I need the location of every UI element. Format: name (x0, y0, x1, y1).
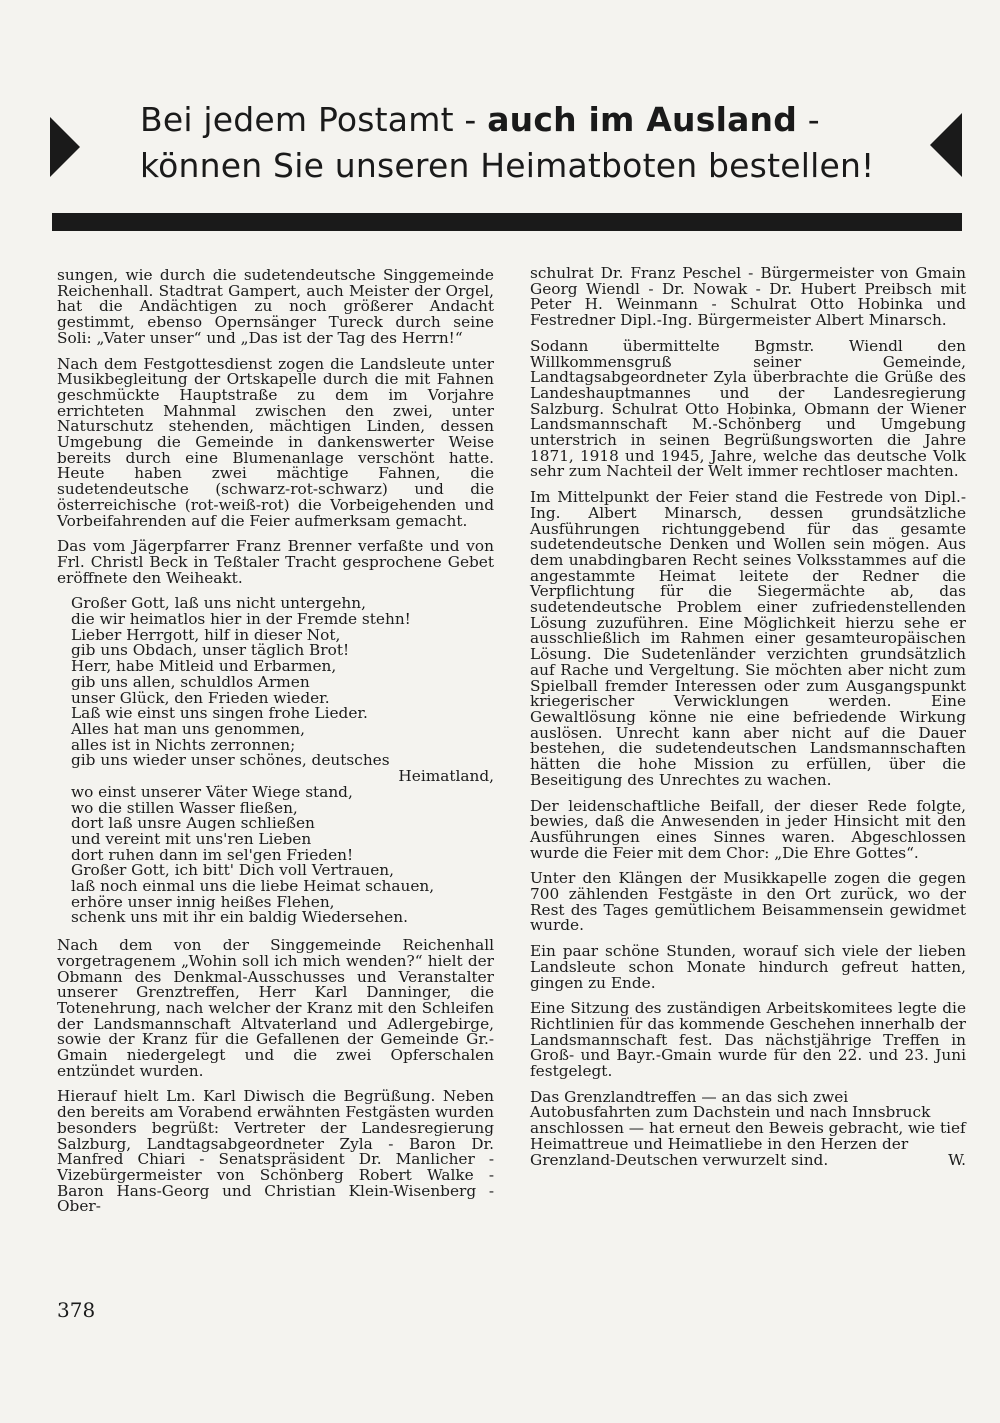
right-column (530, 266, 966, 1178)
banner-line-1 (140, 97, 900, 143)
divider-bar (52, 213, 962, 231)
poem-line: und vereint mit uns'ren Lieben (71, 829, 312, 848)
left-column (57, 268, 494, 1225)
page-number: 378 (57, 1298, 96, 1322)
paragraph: sungen, wie durch die sudetendeutsche Singgemeinde Reichenhall. Stadtrat Gampert, auch Meister der Orgel, hat die Andächtigen zu noch größerer Andacht gestimmt, ebenso Opernsänger Tureck durch seine Soli: „Vater unser“ und „Das ist der Tag des Herrn!“ (57, 266, 494, 347)
poem-line: Alles hat man uns genommen, (71, 719, 306, 738)
arrow-left-pointing-icon (930, 113, 962, 177)
paragraph: Hierauf hielt Lm. Karl Diwisch die Begrüßung. Neben den bereits am Vorabend erwähnten Festgästen wurden besonders begrüßt: Vertreter der Landesregierung Salzburg, Landtagsabgeordneter Zyla - Baron Dr. Manfred Chiari - Senatspräsident Dr. Manlicher - Vizebürgermeister von Schönberg Robert Walke - Baron Hans-Georg und Christian Klein-Wisenberg - Ober- (57, 1087, 494, 1216)
poem-line: schenk uns mit ihr ein baldig Wiedersehen. (71, 908, 408, 927)
paragraph: Sodann übermittelte Bgmstr. Wiendl den Willkommensgruß seiner Gemeinde, Landtagsabgeordneter Zyla überbrachte die Grüße des Landeshauptmannes und der Landesregierung Salzburg. Schulrat Otto Hobinka, Obmann der Wiener Landsmannschaft M.-Schönberg und Umgebung unterstrich in seinen Begrüßungsworten die Jahre 1871, 1918 und 1945, Jahre, welche das deutsche Volk sehr zum Nachteil der Welt immer rechtloser machten. (530, 336, 966, 481)
subscription-banner (0, 95, 1000, 195)
author-signature: W. (948, 1150, 966, 1169)
banner-line-1-bold: auch im Ausland (487, 100, 798, 139)
paragraph: schulrat Dr. Franz Peschel - Bürgermeister von Gmain Georg Wiendl - Dr. Nowak - Dr. Hubert Preibsch mit Peter H. Weinmann - Schulrat Otto Hobinka und Festredner Dipl.-Ing. Bürgermeister Albert Minarsch. (530, 264, 966, 330)
poem-line: erhöre unser innig heißes Flehen, (71, 892, 335, 911)
poem-line: Heimatland, (398, 767, 494, 786)
poem-line: unser Glück, den Frieden wieder. (71, 688, 330, 707)
poem-line: dort ruhen dann im sel'gen Frieden! (71, 845, 354, 864)
poem-line: Großer Gott, laß uns nicht untergehn, (71, 594, 366, 613)
poem-line: Herr, habe Mitleid und Erbarmen, (71, 657, 337, 676)
paragraph: Nach dem von der Singgemeinde Reichenhall vorgetragenem „Wohin soll ich mich wenden?“ hielt der Obmann des Denkmal-Ausschusses und Veranstalter unserer Grenztreffen, Herr Karl Danninger, die Totenehrung, nach welcher der Kranz mit den Schleifen der Landsmannschaft Altvaterland und Adlergebirge, sowie der Kranz für die Gefallenen der Gemeinde Gr.-Gmain niedergelegt und die zwei Opferschalen entzündet wurden. (57, 936, 494, 1080)
poem-line: Laß wie einst uns singen frohe Lieder. (71, 704, 368, 723)
poem-line: die wir heimatlos hier in der Fremde stehn! (71, 610, 411, 629)
banner-line-1-start: Bei jedem Postamt - (140, 100, 488, 139)
paragraph-text: Das Grenzlandtreffen — an das sich zwei Autobusfahrten zum Dachstein und nach Innsbruck anschlossen — hat erneut den Beweis gebracht, wie tief Heimattreue und Heimatliebe in den Herzen der Grenzland-Deutschen verwurzelt sind. (530, 1087, 966, 1169)
poem-line: Lieber Herrgott, hilf in dieser Not, (71, 625, 341, 644)
paragraph: Eine Sitzung des zuständigen Arbeitskomitees legte die Richtlinien für das kommende Geschehen innerhalb der Landsmannschaft fest. Das nächstjährige Treffen in Groß- und Bayr.-Gmain wurde für den 22. und 23. Juni festgelegt. (530, 999, 966, 1081)
closing-paragraph (530, 1087, 966, 1169)
paragraph: Das vom Jägerpfarrer Franz Brenner verfaßte und von Frl. Christl Beck in Teßtaler Tracht gesprochene Gebet eröffnete den Weiheakt. (57, 537, 494, 587)
paragraph: Unter den Klängen der Musikkapelle zogen die gegen 700 zählenden Festgäste in den Ort zurück, wo der Rest des Tages gemütlichem Beisammensein gewidmet wurde. (530, 869, 966, 935)
poem-line: dort laß unsre Augen schließen (71, 814, 315, 833)
banner-text (140, 97, 900, 189)
paragraph: Der leidenschaftliche Beifall, der dieser Rede folgte, bewies, daß die Anwesenden in jeder Hinsicht mit den Ausführungen eines Sinnes waren. Abgeschlossen wurde die Feier mit dem Chor: „Die Ehre Gottes“. (530, 796, 966, 862)
poem-line: alles ist in Nichts zerronnen; (71, 735, 296, 754)
paragraph: Im Mittelpunkt der Feier stand die Festrede von Dipl.-Ing. Albert Minarsch, dessen grundsätzliche Ausführungen richtunggebend für das gesamte sudetendeutsche Denken und Wollen sein mögen. Aus dem unabdingbaren Recht seines Volksstammes auf die angestammte Heimat leitete der Redner die Verpflichtung für die Siegermächte ab, das sudetendeutsche Problem einer zufriedenstellenden Lösung zuzuführen. Eine Möglichkeit hierzu sehe er ausschließlich im Rahmen einer gesamteuropäischen Lösung. Die Sudetenländer verzichten grundsätzlich auf Rache und Vergeltung. Sie möchten aber nicht zum Spielball fremder Interessen oder zum Ausgangspunkt kriegerischer Verwicklungen werden. Eine Gewaltlösung könne nie eine befriedende Wirkung auslösen. Unrecht kann aber nicht auf die Dauer bestehen, die sudetendeutschen Landsmannschaften hätten die hohe Mission zu erfüllen, über die Beseitigung des Unrechtes zu wachen. (530, 488, 966, 789)
poem-line: wo die stillen Wasser fließen, (71, 798, 298, 817)
paragraph: Ein paar schöne Stunden, worauf sich viele der lieben Landsleute schon Monate hindurch gefreut hatten, gingen zu Ende. (530, 942, 966, 992)
paragraph: Nach dem Festgottesdienst zogen die Landsleute unter Musikbegleitung der Ortskapelle durch die mit Fahnen geschmückte Hauptstraße zu dem im Vorjahre errichteten Mahnmal zwischen den zwei, unter Naturschutz stehenden, mächtigen Linden, dessen Umgebung die Gemeinde in dankenswerter Weise bereits durch eine Blumenanlage verschönt hatte. Heute haben zwei mächtige Fahnen, die sudetendeutsche (schwarz-rot-schwarz) und die österreichische (rot-weiß-rot) die Vorbeigehenden und Vorbeifahrenden auf die Feier aufmerksam gemacht. (57, 354, 494, 530)
poem-line: gib uns allen, schuldlos Armen (71, 672, 310, 691)
arrow-right-pointing-icon (50, 117, 80, 177)
poem-line: laß noch einmal uns die liebe Heimat schauen, (71, 877, 435, 896)
prayer-poem (71, 596, 494, 926)
banner-line-2: können Sie unseren Heimatboten bestellen! (140, 146, 875, 185)
banner-line-1-end: - (797, 100, 820, 139)
poem-line: gib uns wieder unser schönes, deutsches (71, 751, 390, 770)
poem-line: wo einst unserer Väter Wiege stand, (71, 782, 353, 801)
poem-line: Großer Gott, ich bitt' Dich voll Vertrauen, (71, 861, 394, 880)
poem-line: gib uns Obdach, unser täglich Brot! (71, 641, 350, 660)
